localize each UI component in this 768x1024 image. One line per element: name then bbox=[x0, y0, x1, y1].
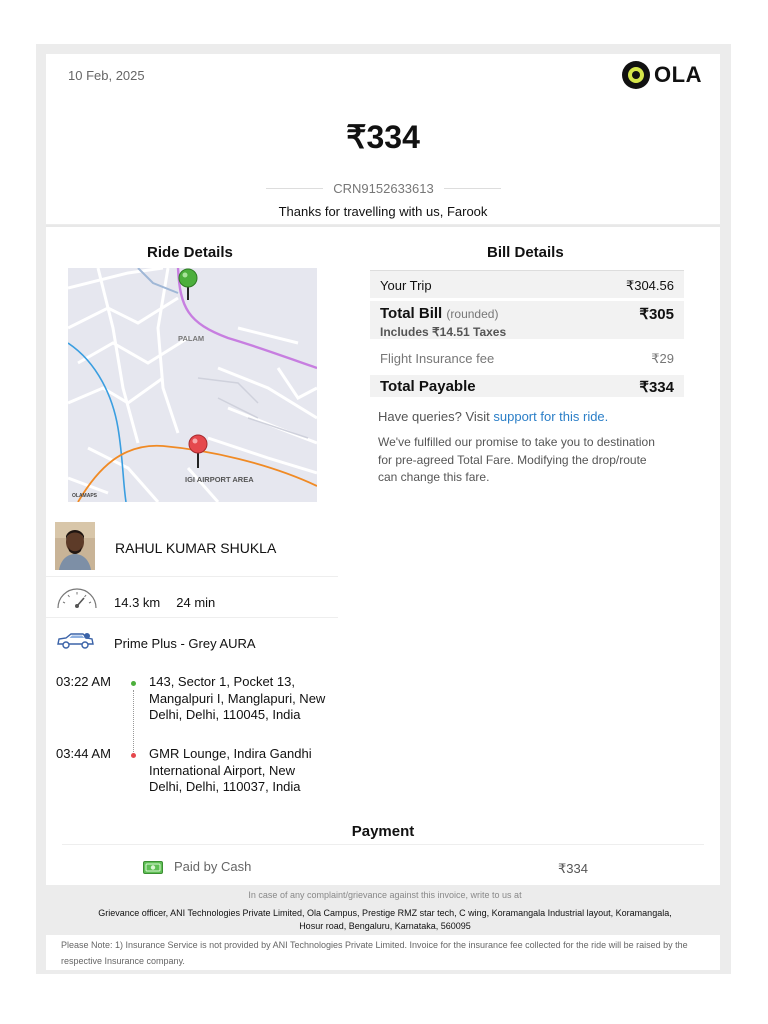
thanks-message: Thanks for travelling with us, Farook bbox=[278, 204, 488, 219]
total-bill-note: (rounded) bbox=[446, 307, 499, 321]
insurance-value: ₹29 bbox=[651, 351, 674, 366]
insurance-label: Flight Insurance fee bbox=[380, 351, 495, 366]
map-label-palam: PALAM bbox=[178, 334, 205, 343]
car-icon bbox=[56, 631, 94, 654]
grievance-box bbox=[68, 885, 702, 935]
map-attribution: OLAMAPS bbox=[72, 493, 97, 499]
bill-row-payable bbox=[370, 375, 684, 397]
grievance-address: Grievance officer, ANI Technologies Private Limited, Ola Campus, Prestige RMZ star tech, C wing, Koramangala Industrial layout, Koramangala, Hosur road, Bengaluru, Karnataka, 560095 bbox=[98, 908, 672, 931]
route-connector bbox=[133, 690, 134, 752]
bill-details-title: Bill Details bbox=[487, 244, 564, 261]
support-link[interactable]: support for this ride. bbox=[493, 409, 609, 424]
taxes-note: Includes ₹14.51 Taxes bbox=[380, 325, 507, 339]
pickup-time: 03:22 AM bbox=[56, 674, 111, 689]
ola-logo-icon bbox=[622, 61, 650, 89]
payment-amount: ₹334 bbox=[558, 861, 588, 876]
divider bbox=[444, 188, 501, 189]
drop-time: 03:44 AM bbox=[56, 746, 111, 761]
trip-distance: 14.3 km bbox=[114, 595, 161, 610]
ola-logo bbox=[622, 60, 702, 90]
vehicle-name: Prime Plus - Grey AURA bbox=[114, 636, 256, 651]
route-map[interactable] bbox=[68, 268, 317, 502]
map-label-airport: IGI AIRPORT AREA bbox=[185, 475, 254, 484]
trip-stats bbox=[114, 595, 215, 610]
invoice-date: 10 Feb, 2025 bbox=[68, 68, 145, 83]
route-map-svg bbox=[68, 268, 317, 502]
total-bill-label-group bbox=[380, 305, 498, 322]
bill-row-trip bbox=[370, 270, 684, 298]
ola-logo-text: OLA bbox=[654, 62, 702, 87]
divider bbox=[62, 844, 704, 845]
payment-method: Paid by Cash bbox=[174, 859, 252, 874]
crn-number: CRN9152633613 bbox=[333, 181, 434, 196]
cash-icon bbox=[143, 861, 163, 879]
ride-details-title: Ride Details bbox=[147, 244, 233, 261]
drop-dot-icon bbox=[131, 753, 136, 758]
bill-row-total bbox=[370, 301, 684, 339]
vehicle-row bbox=[46, 619, 338, 661]
fare-promise: We've fulfilled our promise to take you to destination for pre-agreed Total Fare. Modifying the drop/route can change this fare. bbox=[378, 435, 655, 484]
queries-line bbox=[378, 409, 608, 424]
insurance-note: Please Note: 1) Insurance Service is not provided by ANI Technologies Private Limited. Invoice for the insurance fee collected for the ride will be raised by the respective Insurance company. bbox=[46, 935, 720, 970]
invoice-body bbox=[46, 227, 720, 885]
speedometer-icon bbox=[55, 586, 99, 615]
crn-row bbox=[266, 181, 501, 196]
total-payable-value: ₹334 bbox=[639, 379, 674, 396]
total-amount: ₹334 bbox=[346, 119, 420, 155]
grievance-intro: In case of any complaint/grievance against this invoice, write to us at bbox=[248, 890, 522, 900]
bill-table bbox=[370, 270, 684, 397]
queries-text: Have queries? Visit bbox=[378, 409, 490, 424]
payment-title: Payment bbox=[351, 823, 415, 840]
distance-row bbox=[46, 578, 338, 618]
driver-name: RAHUL KUMAR SHUKLA bbox=[115, 540, 277, 556]
your-trip-value: ₹304.56 bbox=[625, 278, 674, 293]
bill-row-insurance bbox=[370, 339, 684, 375]
total-bill-label: Total Bill bbox=[380, 305, 443, 322]
pickup-address: 143, Sector 1, Pocket 13, Mangalpuri I, Manglapuri, New Delhi, Delhi, 110045, India bbox=[149, 674, 326, 722]
invoice-header bbox=[46, 54, 720, 224]
drop-address: GMR Lounge, Indira Gandhi International Airport, New Delhi, Delhi, 110037, India bbox=[149, 746, 312, 794]
pickup-dot-icon bbox=[131, 681, 136, 686]
divider bbox=[266, 188, 323, 189]
your-trip-label: Your Trip bbox=[380, 278, 432, 293]
total-payable-label: Total Payable bbox=[380, 378, 476, 395]
driver-row bbox=[46, 517, 338, 577]
total-bill-value: ₹305 bbox=[639, 306, 674, 323]
driver-avatar bbox=[55, 522, 95, 570]
trip-duration: 24 min bbox=[176, 595, 216, 610]
